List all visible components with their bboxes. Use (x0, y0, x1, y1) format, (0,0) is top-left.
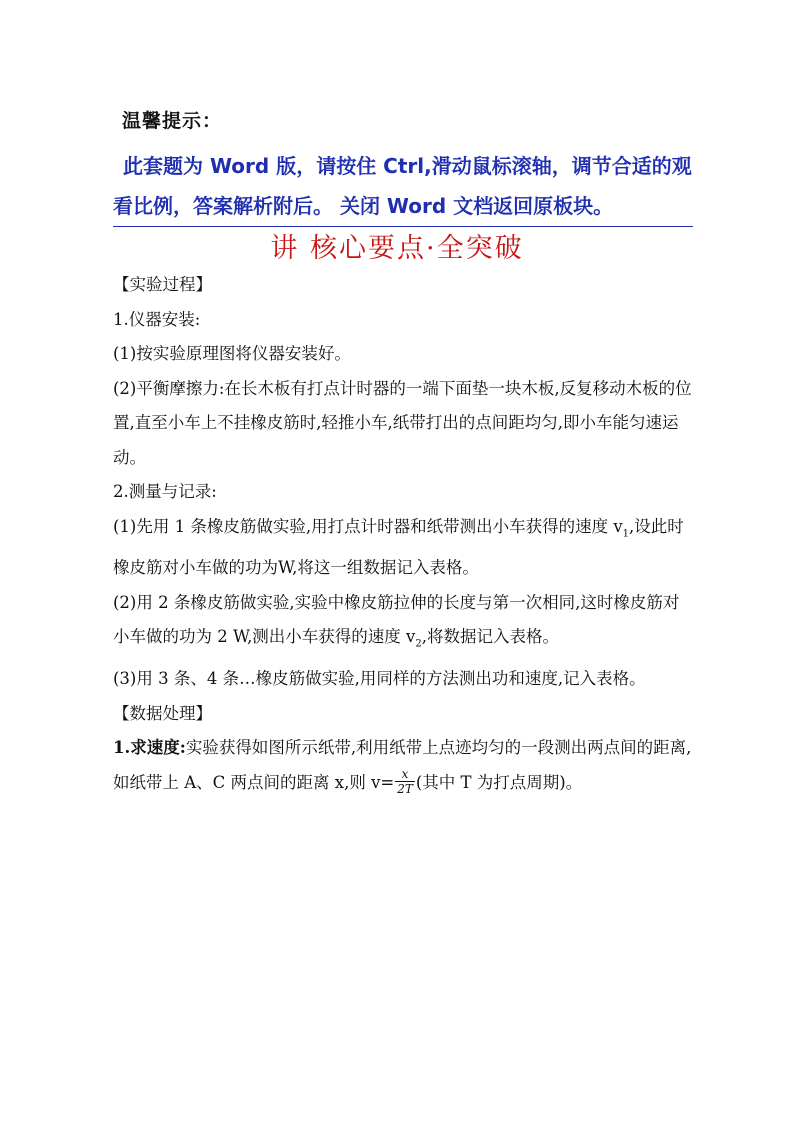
install-step-2: (2)平衡摩擦力:在长木板有打点计时器的一端下面垫一块木板,反复移动木板的位置,直至小车上不挂橡皮筋时,轻推小车,纸带打出的点间距均匀,即小车能匀速运动。 (113, 378, 692, 467)
tip-label: 温馨提示： (122, 110, 223, 132)
measure-step-2 (113, 586, 693, 662)
content-body (113, 268, 693, 800)
measure-1-text-a: (1)先用 1 条橡皮筋做实验,用打点计时器和纸带测出小车获得的速度 v (113, 516, 623, 536)
section-measure-title: 2.测量与记录: (113, 482, 217, 501)
section-install-title: 1.仪器安装: (113, 309, 201, 329)
section-data-title: 【数据处理】 (113, 703, 212, 723)
speed-text-b: (其中 T 为打点周期)。 (415, 772, 583, 792)
speed-fraction (395, 767, 415, 796)
fraction-denominator: 2T (397, 781, 413, 796)
fraction-numerator: x (395, 767, 415, 782)
measure-1-subscript: 1 (622, 527, 630, 539)
measure-2-text-b: ,将数据记入表格。 (421, 627, 559, 647)
measure-step-1 (113, 510, 693, 586)
tip-body: 此套题为 Word 版，请按住 Ctrl,滑动鼠标滚轴，调节合适的观看比例，答案解析附后。 关闭 Word 文档返回原板块。 (113, 146, 693, 227)
page-heading: 讲 核心要点·全突破 (270, 233, 524, 264)
measure-2-subscript: 2 (415, 638, 422, 650)
speed-paragraph (113, 731, 693, 800)
speed-text-a: 实验获得如图所示纸带,利用纸带上点迹均匀的一段测出两点间的距离,如纸带上 A、C 两点间的距离 x,则 v= (113, 738, 692, 792)
section-process-title: 【实验过程】 (113, 275, 212, 294)
measure-step-3: (3)用 3 条、4 条…橡皮筋做实验,用同样的方法测出功和速度,记入表格。 (113, 669, 646, 689)
install-step-1: (1)按实验原理图将仪器安装好。 (113, 344, 351, 363)
measure-1-text-b: ,设此时橡皮筋对小车做的功为W,将这一组数据记入表格。 (113, 516, 684, 578)
speed-label: 1.求速度: (113, 738, 186, 758)
measure-2-text-a: (2)用 2 条橡皮筋做实验,实验中橡皮筋拉伸的长度与第一次相同,这时橡皮筋对小车做的功为 2 W,测出小车获得的速度 v (113, 592, 680, 647)
